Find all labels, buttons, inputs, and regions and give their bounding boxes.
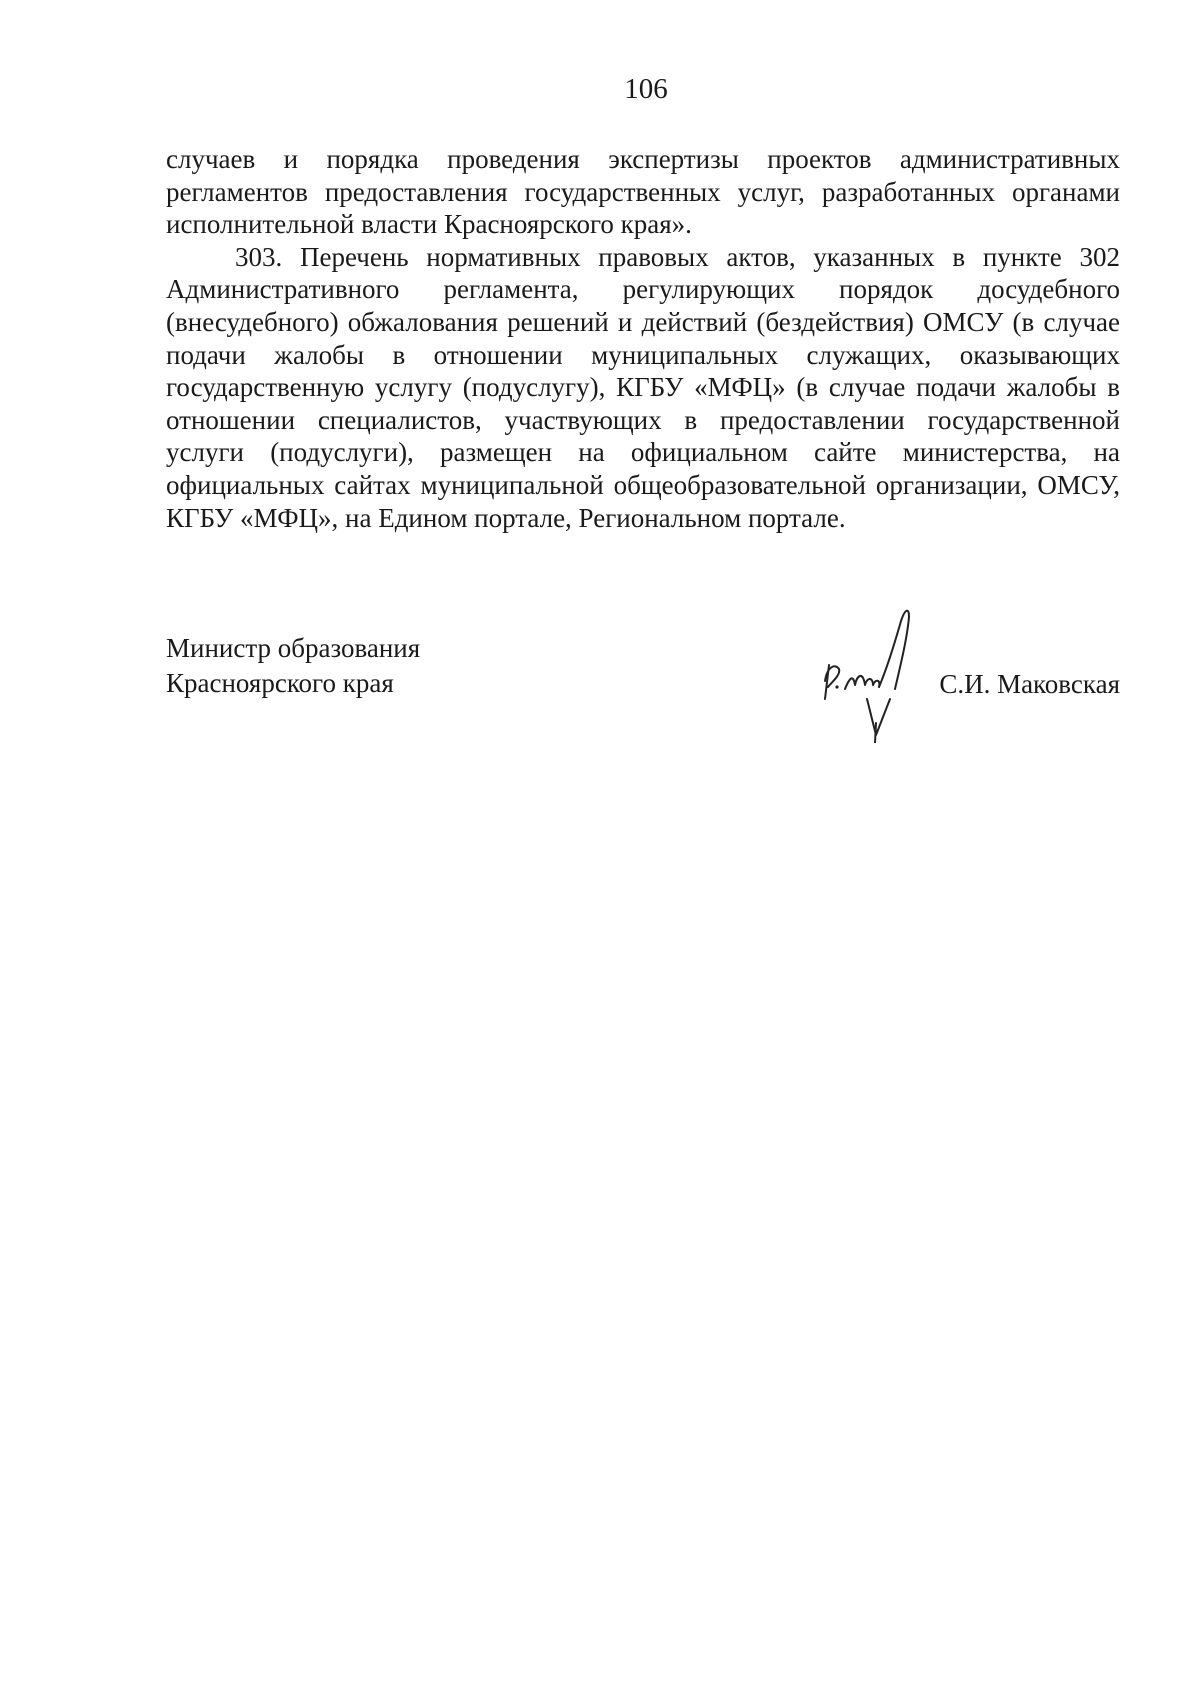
signer-title-line2: Красноярского края [166,668,394,698]
signature-block [166,631,1120,771]
document-body [166,143,1120,534]
handwritten-signature [821,603,936,743]
signer-name: С.И. Маковская [939,669,1120,699]
signer-title-line1: Министр образования [166,633,421,663]
paragraph-303: 303. Перечень нормативных правовых актов, указанных в пункте 302 Административного регламента, регулирующих порядок досудебного (внесудебного) обжалования решений и действий (бездействия) ОМСУ (в случае подачи жалобы в отношении муниципальных служащих, оказывающих государственную услугу (подуслугу), КГБУ «МФЦ» (в случае подачи жалобы в отношении специалистов, участвующих в предоставлении государственной услуги (подуслуги), размещен на официальном сайте министерства, на официальных сайтах муниципальной общеобразовательной организации, ОМСУ, КГБУ «МФЦ», на Едином портале, Региональном портале. [166,241,1120,533]
signer-title [166,631,420,701]
paragraph-continuation: случаев и порядка проведения экспертизы проектов административных регламентов предоставления государственных услуг, разработанных органами исполнительной власти Красноярского края». [166,144,1120,240]
page-number: 106 [624,73,668,105]
